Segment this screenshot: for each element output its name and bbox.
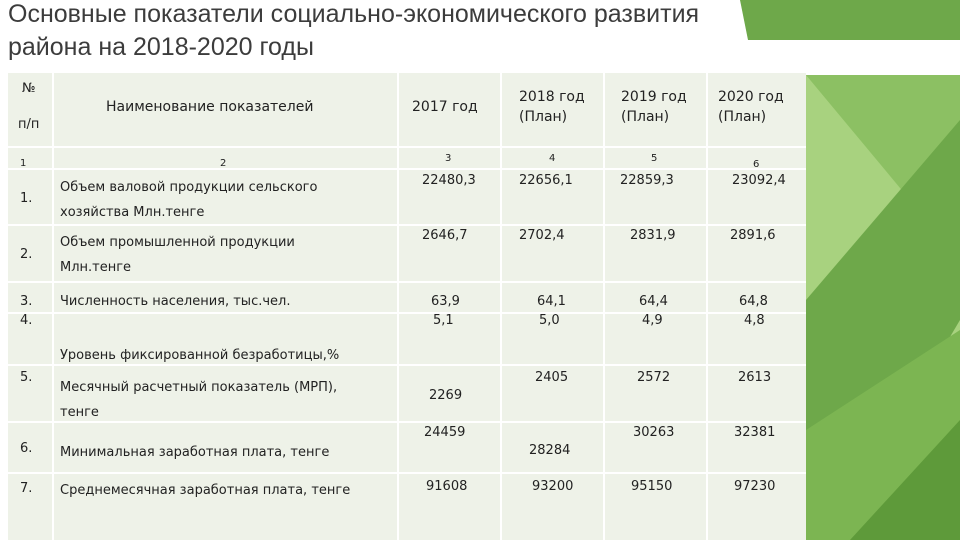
row-6-name: Минимальная заработная плата, тенге <box>60 445 330 460</box>
row-7-2017: 91608 <box>426 479 468 494</box>
row-4-2017: 5,1 <box>433 313 454 328</box>
row-2-name: Объем промышленной продукции Млн.тенге <box>60 235 295 275</box>
header-num-pp: п/п <box>18 117 40 132</box>
row-3-name: Численность населения, тыс.чел. <box>60 294 291 309</box>
row-7-2020: 97230 <box>734 479 776 494</box>
row-1-2017: 22480,3 <box>422 173 476 188</box>
colnum-2: 2 <box>220 158 227 169</box>
header-2019-year: 2019 год <box>621 89 687 105</box>
row-4-num: 4. <box>20 313 33 328</box>
row-2-2019: 2831,9 <box>630 228 676 243</box>
header-2018-year: 2018 год <box>519 89 585 105</box>
colnum-1: 1 <box>20 158 27 169</box>
row-7-2019: 95150 <box>631 479 673 494</box>
page-title <box>8 0 748 64</box>
title-line-2: района на 2018-2020 годы <box>8 33 314 61</box>
row-7-2018: 93200 <box>532 479 574 494</box>
row-5-2020: 2613 <box>738 370 772 385</box>
row-5-2018: 2405 <box>535 370 569 385</box>
row-2-num: 2. <box>20 247 33 262</box>
row-1-num: 1. <box>20 191 33 206</box>
row-2-2020: 2891,6 <box>730 228 776 243</box>
row-5-2019: 2572 <box>637 370 671 385</box>
row-4-2018: 5,0 <box>539 313 560 328</box>
title-line-1: Основные показатели социально-экономического развития <box>8 0 700 28</box>
row-6-2017: 24459 <box>424 425 466 440</box>
row-2-2018: 2702,4 <box>519 228 565 243</box>
row-2-2017: 2646,7 <box>422 228 468 243</box>
row-1-name: Объем валовой продукции сельского хозяйства Млн.тенге <box>60 180 318 220</box>
row-4-2019: 4,9 <box>642 313 663 328</box>
row-7-num: 7. <box>20 481 33 496</box>
row-6-2020: 32381 <box>734 425 776 440</box>
row-3-2017: 63,9 <box>431 294 460 309</box>
row-5-name: Месячный расчетный показатель (МРП), тенге <box>60 380 338 420</box>
row-1-2018: 22656,1 <box>519 173 573 188</box>
row-6-num: 6. <box>20 441 33 456</box>
row-1-2020: 23092,4 <box>732 173 786 188</box>
header-2018-plan: (План) <box>519 109 568 125</box>
colnum-5: 5 <box>651 153 658 164</box>
row-5-2017: 2269 <box>429 388 463 403</box>
header-num-sign: № <box>22 81 36 96</box>
colnum-6: 6 <box>753 159 760 170</box>
row-3-num: 3. <box>20 294 33 309</box>
row-3-2020: 64,8 <box>739 294 768 309</box>
row-1-2019: 22859,3 <box>620 173 674 188</box>
header-2017: 2017 год <box>412 99 478 115</box>
row-7-name: Среднемесячная заработная плата, тенге <box>60 483 351 498</box>
row-6-2019: 30263 <box>633 425 675 440</box>
header-indicator-name: Наименование показателей <box>106 99 314 115</box>
row-5-num: 5. <box>20 370 33 385</box>
indicators-table <box>8 73 806 540</box>
row-3-2018: 64,1 <box>537 294 566 309</box>
header-2020-plan: (План) <box>718 109 767 125</box>
row-4-2020: 4,8 <box>744 313 765 328</box>
header-2019-plan: (План) <box>621 109 670 125</box>
row-4-name: Уровень фиксированной безработицы,% <box>60 348 340 363</box>
colnum-3: 3 <box>445 153 452 164</box>
header-2020-year: 2020 год <box>718 89 784 105</box>
row-6-2018: 28284 <box>529 443 571 458</box>
colnum-4: 4 <box>549 153 556 164</box>
row-3-2019: 64,4 <box>639 294 668 309</box>
